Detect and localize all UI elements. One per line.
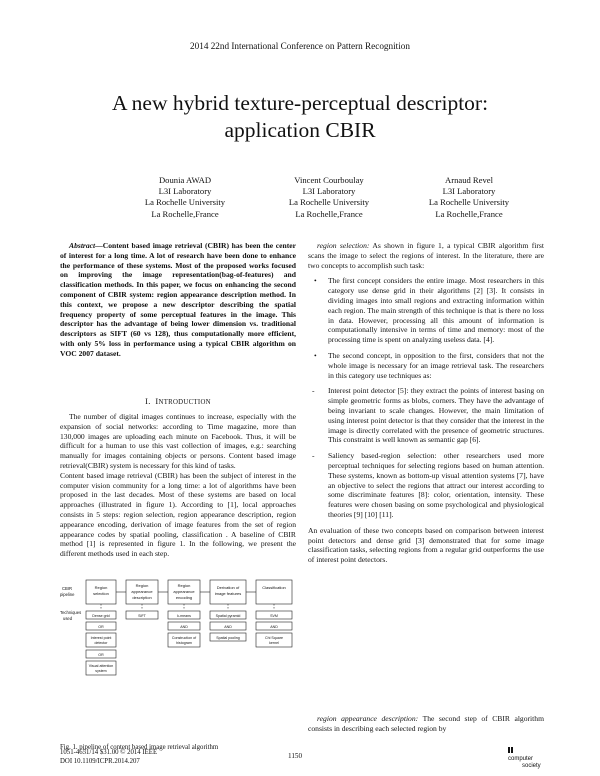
pipeline-label-1: CBIR [62,586,73,591]
tech-label: kernel [269,641,279,645]
techniques-label-2: used [63,616,73,621]
author-university: La Rochelle University [288,197,370,208]
tech-label: Spatial pyramid [215,614,241,618]
author-city: La Rochelle,France [151,208,219,219]
step-3-line-1: Region [177,583,191,588]
author-lab: L3I Laboratory [302,186,356,197]
list-item-text: The second concept, in opposition to the first, considers that not the whole image is necessary for an image retrieval task. The researchers in this category use techniques as: [328,350,544,380]
dash-icon: - [312,451,315,461]
list-item [308,351,544,380]
footer-ids [60,748,157,766]
tech-label: Construction of [171,636,197,640]
step-1-line-2: selection [93,591,109,596]
author-university: La Rochelle University [144,197,226,208]
region-appearance-label: region appearance description: [317,714,419,723]
issn-line: 1051-4651/14 $31.00 © 2014 IEEE [60,749,158,756]
title-line-2: application CBIR [224,118,376,142]
tech-label: SIFT [138,614,146,618]
section-title-first: I [155,397,159,406]
right-column-body [308,241,544,565]
step-box-classification [256,580,292,604]
step-5-line-1: Classification [262,585,286,590]
step-3-line-2: appearance [173,589,195,594]
techniques-label-1: Techniques [60,610,82,615]
tech-label: AND [180,625,188,629]
paper-title [40,90,560,144]
list-item [308,386,544,445]
author-lab: L3I Laboratory [442,186,496,197]
technique-list [308,386,544,519]
list-item-text: Saliency based-region selection: other researchers used more perceptual techniques for selecting regions based on human attention. These systems, known as bottom-up visual attention systems [7], have an objective to select the regions that attract our interest according to some discriminate features [8]: color, orientation, intensity. These features were chosen basing on some psychological and physiological theories [9] [10] [11]. [328,451,544,519]
tech-label: AND [224,625,232,629]
tech-label: Dense grid [92,614,110,618]
tech-label: OR [98,653,104,657]
author-lab: L3I Laboratory [158,186,212,197]
intro-paragraph-1: The number of digital images continues to increase, especially with the expansion of social networks: according to Time magazine, more than 130,000 images are uploading each minute on Facebook. Thus, it will be difficult for a human to use this vast collection of images, e.g.: searching manually for images containing objects or persons. Content based image retrieval(CBIR) system is necessary for this kind of tasks. [60,412,296,470]
author-name: Arnaud Revel [445,175,493,185]
step-4-line-2: image features [214,591,242,596]
author-block-3 [384,175,554,220]
section-number: I. [145,397,151,406]
list-item-text: The first concept considers the entire image. Most researchers in this category use dense grid in their algorithms [2] [3]. It consists in dividing images into small regions and extracting information within each region. The main strength of this technique is that is there no loss in data. However, processing all this amount of information is computationally intensive in terms of time and memory: most of the processing time is spent on analyzing useless data. [4]. [328,276,544,345]
pipeline-label-2: pipeline [60,592,75,597]
bullet-icon: • [314,276,317,286]
tech-label: Chi Square [265,636,283,640]
list-item-text: Interest point detector [5]: they extract the points of interest basing on simple geometric forms as blobs, corners. They have the advantage of being invariant to scale changes. However, the main limitation of using interest point detector is that they consider that the interest in the image is directly correlated with the presence of geometric structures. This constraint is well known as semantic gap [6]. [328,386,544,445]
tech-label: OR [98,625,104,629]
abstract-lead: Abstract [69,241,96,250]
tech-label: histogram [176,641,192,645]
region-selection-label: region selection: [317,241,370,250]
author-city: La Rochelle,France [295,208,363,219]
region-appearance-paragraph [308,714,544,734]
page-number: 1150 [288,752,303,760]
title-line-1: A new hybrid texture-perceptual descriptor: [111,91,489,115]
author-name: Dounia AWAD [158,175,212,185]
step-1-line-1: Region [94,585,108,590]
step-2-line-2: appearance [131,589,153,594]
step-2-line-3: description [132,595,152,600]
evaluation-paragraph: An evaluation of these two concepts based on comparison between interest point detectors and dense grid [3] demonstrated that for some image classification tasks, selecting regions from a regular grid outperforms the use of interest point detectors. [308,525,544,565]
tech-label: Visual attention [88,664,114,668]
abstract [60,241,296,359]
tech-label: SVM [270,614,278,618]
introduction-body [60,412,296,559]
region-selection-paragraph [308,241,544,270]
tech-label: k-means [177,614,191,618]
section-title-rest: NTRODUCTION [158,399,211,406]
list-item [308,451,544,520]
author-city: La Rochelle,France [435,208,503,219]
dash-icon: - [312,386,315,396]
tech-label: Interest point [90,636,112,640]
author-name: Vincent Courboulay [294,175,364,185]
list-item [308,276,544,345]
logo-text-2: society [522,763,541,769]
intro-paragraph-2: Content based image retrieval (CBIR) has been the subject of interest in the computer vision community for a long time: a lot of algorithms have been proposed in the last decades. Most of these systems are based on local approaches (illustrated in figure 1). According to [1], local approaches consists in 5 steps: region selection, region appearance description, region appearance encoding, derivation of image features from the set of region appearance codes by spatial pooling, classification . A baseline of CBIR method [1] is represented in figure 1. In the following, we present the different methods used in each step. [60,470,296,559]
concept-list [308,276,544,380]
tech-label: Spatial pooling [216,636,240,640]
logo-text-1: computer [508,756,534,762]
section-heading-introduction [60,397,296,406]
computer-society-logo [506,745,556,769]
figure-cbir-pipeline [60,578,294,728]
tech-label: AND [270,625,278,629]
step-2-line-1: Region [135,583,149,588]
doi-line: DOI 10.1109/ICPR.2014.207 [60,758,140,765]
conference-header: 2014 22nd International Conference on Pattern Recognition [190,41,410,51]
step-4-line-1: Derivation of [216,585,240,590]
tech-label: system [95,669,107,673]
region-selection-text: As shown in figure 1, a typical CBIR algorithm first scans the image to select the regions of interest. In the literature, there are two concepts to accomplish such task: [308,241,544,270]
region-appearance-text: The second step of CBIR algorithm consists in describing each selected region by [308,714,544,733]
abstract-text: —Content based image retrieval (CBIR) has been the center of interest for a long time. A lot of research have been done to enhance the performance of these systems. Most of the proposed works focused on improving the image representation(bag-of-features) and classification methods. In this paper, we focus on enhancing the second component of CBIR system: region appearance description method. In this context, we propose a new descriptor describing the spatial frequency property of some perceptual features in the image. This descriptor has the advantage of being lower dimension vs. traditional descriptors as SIFT (60 vs 128), thus computationally more efficient, with only 5% loss in performance using a typical CBIR algorithm on VOC 2007 dataset. [60,241,296,358]
bullet-icon: • [314,350,317,360]
figure-caption: Fig. 1. pipeline of content based image retrieval algorithm [60,744,219,751]
author-university: La Rochelle University [428,197,510,208]
tech-label: detector [94,641,108,645]
step-3-line-3: encoding [175,595,193,600]
